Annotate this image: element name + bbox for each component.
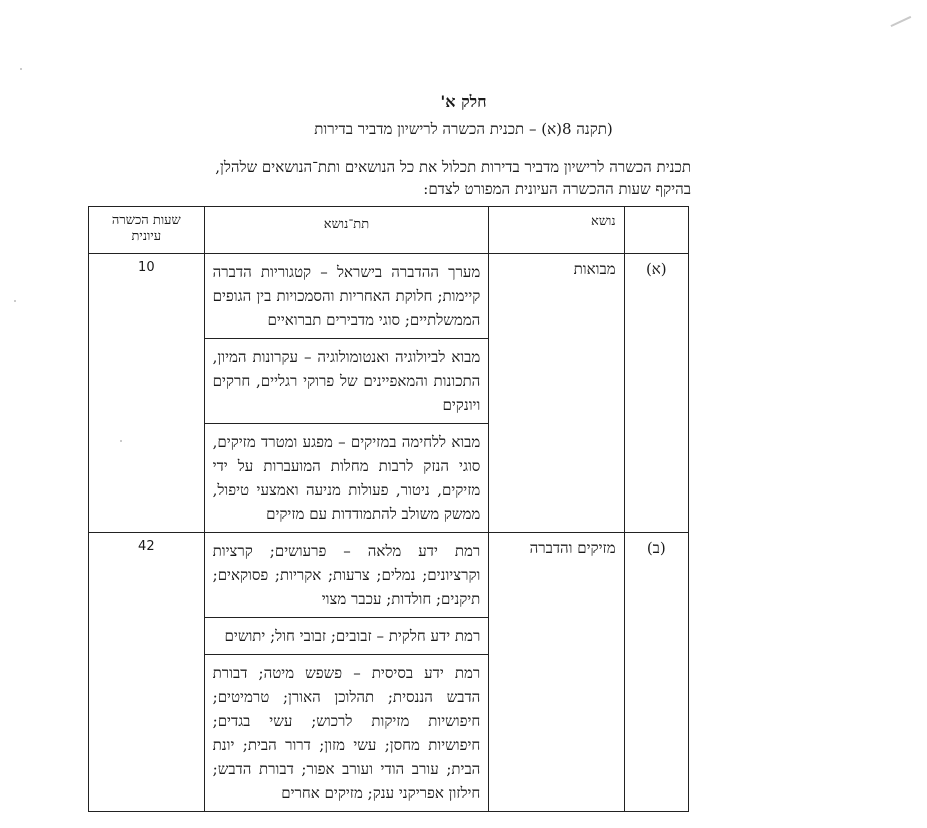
subtopic-cell: מבוא ללחימה במזיקים – מפגע ומטרד מזיקים, סוגי הנזק לרבות מחלות המועברות על ידי מזיקים, ניטור, פעולות מניעה ואמצעי טיפול, ממשק משולב להתמודדות עם מזיקים [204,424,489,533]
intro-paragraph [71,156,691,200]
subtopic-cell: רמת ידע חלקית – זבובים; זבובי חול; יתושים [204,618,489,655]
table-header-row [89,207,689,254]
header-letter-cell [624,207,688,254]
section-heading: חלק א' [440,92,487,111]
table-row [89,254,689,339]
table-row [89,533,689,618]
row-letter: (א) [624,254,688,533]
row-topic: מזיקים והדברה [489,533,624,812]
row-topic: מבואות [489,254,624,533]
subtopic-cell: רמת ידע מלאה – פרעושים; קרציות וקרציונים; נמלים; צרעות; אקריות; פסוקאים; תיקנים; חולדות; עכבר מצוי [204,533,489,618]
intro-line: תכנית הכשרה לרישיון מדביר בדירות תכלול את כל הנושאים ותת־הנושאים שלהלן, [215,158,691,176]
row-hours: 42 [89,533,205,812]
header-topic: נושא [489,207,624,254]
training-plan-table [88,206,689,812]
section-subheading: (תקנה 8(א) – תכנית הכשרה לרישיון מדביר בדירות [314,120,613,138]
scan-speck [20,68,22,70]
subtopic-cell: מבוא לביולוגיה ואנטומולוגיה – עקרונות המיון, התכונות והמאפיינים של פרוקי רגליים, חרקים ויונקים [204,339,489,424]
subtopic-cell: מערך ההדברה בישראל – קטגוריות הדברה קיימות; חלוקת האחריות והסמכויות בין הגופים הממשלתיים; סוגי מדבירים תברואיים [204,254,489,339]
scan-speck [14,300,16,302]
row-hours: 10 [89,254,205,533]
row-letter: (ב) [624,533,688,812]
header-hours: שעות הכשרה עיונית [89,207,205,254]
header-subtopic: תת־נושא [204,207,489,254]
intro-line: בהיקף שעות ההכשרה העיונית המפורט לצדם: [423,180,691,198]
subtopic-cell: רמת ידע בסיסית – פשפש מיטה; דבורת הדבש הננסית; תהלוכן האורן; טרמיטים; חיפושיות מזיקות לרכוש; עשי בגדים; חיפושיות מחסן; עשי מזון; דרור הבית; יונת הבית; עורב הודי ועורב אפור; דבורת הדבש; חילזון אפריקני ענק; מזיקים אחרים [204,655,489,812]
scan-mark [890,16,915,36]
